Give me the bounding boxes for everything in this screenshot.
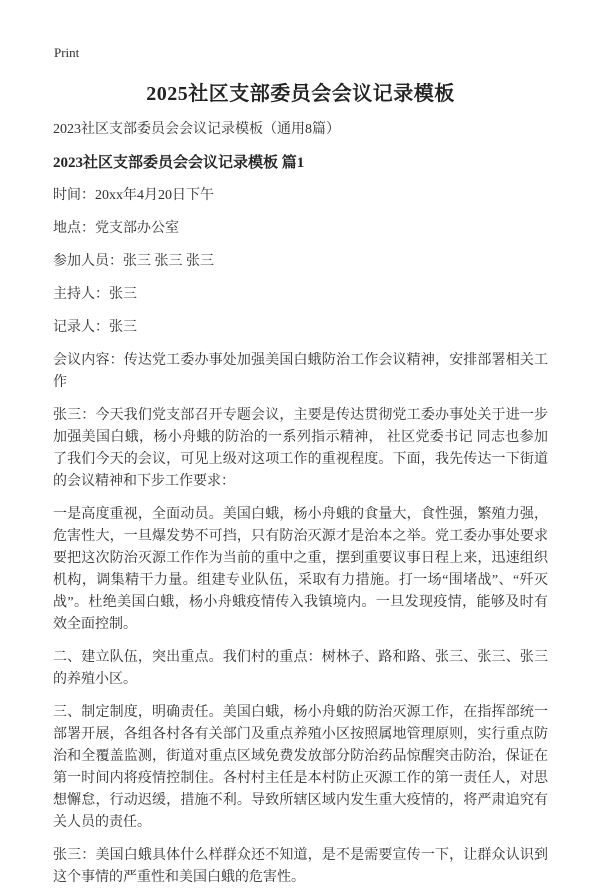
- paragraph-point-one: 一是高度重视，全面动员。美国白蛾，杨小舟蛾的食量大，食性强，繁殖力强，危害性大，一旦爆发势不可挡，只有防治灭源才是治本之举。党工委办事处要求要把这次防治灭源工作作为当前的重中之重，摆到重要议事日程上来，迅速组织机构，调集精干力量。组建专业队伍，采取有力措施。打一场“围堵战”、“歼灭战”。杜绝美国白蛾，杨小舟蛾疫情传入我镇境内。一旦发现疫情，能够及时有效全面控制。: [53, 507, 548, 632]
- meta-line-location: 地点：党支部办公室: [53, 221, 179, 236]
- meta-line-time: 时间：20xx年4月20日下午: [53, 188, 214, 203]
- section-heading: 2023社区支部委员会会议记录模板 篇1: [53, 155, 305, 171]
- paragraph-point-two: 二、建立队伍，突出重点。我们村的重点：树林子、路和路、张三、张三、张三的养殖小区。: [53, 650, 548, 687]
- paragraph-speech-intro: 张三：今天我们党支部召开专题会议，主要是传达贯彻党工委办事处关于进一步加强美国白蛾，杨小舟蛾的防治的一系列指示精神， 社区党委书记 同志也参加了我们今天的会议，可见上级对这项工作的重视程度。下面，我先传达一下街道的会议精神和下步工作要求：: [53, 408, 548, 489]
- print-button[interactable]: Print: [54, 45, 80, 60]
- meta-line-host: 主持人：张三: [53, 287, 137, 302]
- page-title: 2025社区支部委员会会议记录模板: [146, 83, 455, 105]
- document-body: [53, 119, 548, 889]
- paragraph-point-three: 三、制定制度，明确责任。美国白蛾，杨小舟蛾的防治灭源工作，在指挥部统一部署开展，各组各村各有关部门及重点养殖小区按照属地管理原则，实行重点防治和全覆盖监测，街道对重点区域免费发放部分防治药品惊醒突击防治，保证在第一时间内将疫情控制住。各村村主任是本村防止灭源工作的第一责任人，对思想懈怠，行动迟缓，措施不利。导致所辖区域内发生重大疫情的，将严肃追究有关人员的责任。: [53, 705, 548, 830]
- meta-line-attendees: 参加人员：张三 张三 张三: [53, 254, 214, 269]
- paragraph-speech-closing: 张三：美国白蛾具体什么样群众还不知道，是不是需要宣传一下，让群众认识到这个事情的严重性和美国白蛾的危害性。: [53, 848, 548, 885]
- meta-line-meeting-content: 会议内容：传达党工委办事处加强美国白蛾防治工作会议精神，安排部署相关工作: [53, 353, 548, 390]
- document-subtitle: 2023社区支部委员会会议记录模板（通用8篇）: [53, 122, 340, 137]
- meta-line-recorder: 记录人：张三: [53, 320, 137, 335]
